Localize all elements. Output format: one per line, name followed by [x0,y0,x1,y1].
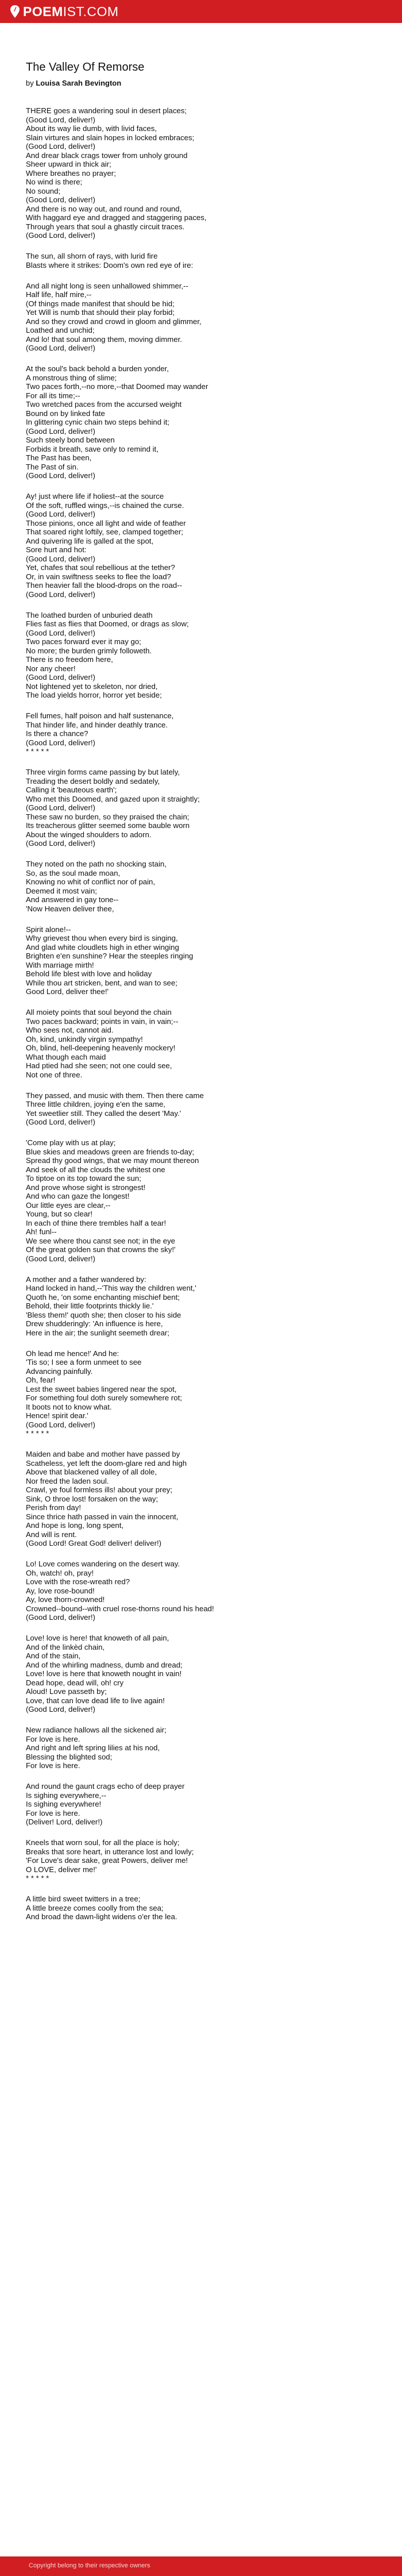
poem-line: Two paces backward; points in vain, in vain;-- [26,1016,179,1026]
poem-line: For love is here. [26,1808,80,1818]
poem-line: Ay, love rose-bound! [26,1586,95,1595]
poem-line: With marriage mirth! [26,960,94,969]
poem-line: (Good Lord, deliver!) [26,554,95,563]
poem-line: No wind is there; [26,178,83,186]
poem-line: And lo! that soul among them, moving dimmer. [26,334,182,344]
poem-line: No more; the burden grimly followeth. [26,646,152,655]
poem-line: (Good Lord, deliver!) [26,1254,95,1263]
poem-line: (Of things made manifest that should be hid; [26,299,175,308]
poem-line: While thou art stricken, bent, and wan to see; [26,978,177,987]
poem-content [26,60,370,1933]
poem-line: No sound; [26,186,61,195]
poem-line: A mother and a father wandered by: [26,1274,146,1284]
poem-line: THERE goes a wandering soul in desert places; [26,106,187,115]
stanza [26,768,370,848]
poem-line: Quoth he, 'on some enchanting mischief bent; [26,1292,180,1302]
poem-line: Had ptied had she seen; not one could see, [26,1061,172,1070]
poem-line: Blessing the blighted sod; [26,1752,113,1761]
poem-line: Above that blackened valley of all dole, [26,1468,157,1476]
poem-line: * * * * * [26,1874,49,1882]
poem-line: Crowned--bound--with cruel rose-thorns round his head! [26,1604,214,1613]
stanza [26,1349,370,1438]
poem-line: (Good Lord, deliver!) [26,803,95,812]
poem-line: These saw no burden, so they praised the chain; [26,812,190,821]
poem-line: 'For Love's dear sake, great Powers, deliver me! [26,1856,188,1865]
poem-line: And hope is long, long spent, [26,1521,124,1530]
author-link[interactable]: Louisa Sarah Bevington [36,79,122,87]
poem-line: Is there a chance? [26,729,88,738]
poem-line: Sore hurt and hot: [26,545,87,554]
poem-line: Not lightened yet to skeleton, nor dried, [26,681,158,691]
poem-line: And of the stain, [26,1651,81,1660]
poem-line: Bound on by linked fate [26,409,105,418]
poem-line: And broad the dawn-light widens o'er the lea. [26,1912,177,1921]
poem-line: That hinder life, and hinder deathly trance. [26,720,168,729]
poem-line: And who can gaze the longest! [26,1192,130,1200]
poem-line: (Good Lord, deliver!) [26,1420,95,1429]
poem-line: Sink, O throe lost! forsaken on the way; [26,1494,159,1503]
poem-line: Of the soft, ruffled wings,--is chained the curse. [26,500,184,510]
stanza [26,1838,370,1883]
poem-line: Spirit alone!-- [26,925,71,934]
poem-line: Nor any cheer! [26,664,76,673]
poem-line: Behold, their little footprints thickly lie.' [26,1302,154,1310]
poem-line: (Good Lord, deliver!) [26,673,95,681]
logo-brand: POEM [23,4,63,19]
poem-line: Brighten e'en sunshine? Hear the steeples ringing [26,952,194,960]
poem-line: About the winged shoulders to adorn. [26,830,152,839]
poem-line: 'Come play with us at play; [26,1138,116,1147]
poem-line: Of the great golden sun that crowns the sky!' [26,1245,176,1254]
poem-line: In glittering cynic chain two steps behind it; [26,418,169,426]
poem-line: Oh, watch! oh, pray! [26,1568,94,1577]
stanza [26,1726,370,1770]
poem-line: Lest the sweet babies lingered near the spot, [26,1384,177,1393]
poem-line: The Past has been, [26,453,92,462]
poem-line: And of the linkèd chain, [26,1642,105,1651]
poem-line: Calling it 'beauteous earth'; [26,785,117,794]
poem-line: (Good Lord, deliver!) [26,590,95,599]
stanza [26,492,370,599]
stanza [26,1895,370,1922]
stanza [26,611,370,700]
poem-line: Forbids it breath, save only to remind it, [26,444,159,453]
poem-line: They passed, and music with them. Then there came [26,1091,204,1100]
stanza [26,1782,370,1827]
poem-line: Slain virtures and slain hopes in locked embraces; [26,133,195,142]
poem-line: Half life, half mire,-- [26,290,92,299]
poem-line: Flies fast as flies that Doomed, or drags as slow; [26,619,189,628]
poem-line: A monstrous thing of slime; [26,373,117,382]
poem-line: The loathed burden of unburied death [26,610,153,619]
poem-line: Three virgin forms came passing by but lately, [26,768,180,776]
poem-line: There is no freedom here, [26,655,113,664]
poem-line: Aloud! Love passeth by; [26,1687,107,1696]
poem-line: (Good Lord, deliver!) [26,471,95,480]
poem-line: The sun, all shorn of rays, with lurid fire [26,252,158,260]
poem-line: (Good Lord, deliver!) [26,142,95,151]
poem-line: Love with the rose-wreath red? [26,1577,130,1586]
stanza [26,711,370,756]
poem-line: Those pinions, once all light and wide of feather [26,518,186,527]
poem-line: In each of thine there trembles half a tear! [26,1218,167,1227]
stanza [26,1450,370,1548]
poem-line: * * * * * [26,1429,49,1438]
stanza [26,106,370,240]
poem-line: Loathed and unchid; [26,326,95,334]
stanza [26,1560,370,1622]
poem-line: Two paces forth,--no more,--that Doomed may wander [26,382,208,391]
poem-line: Knowing no whit of conflict nor of pain, [26,877,156,886]
poem-line: Is sighing everywhere,-- [26,1791,106,1800]
poem-line: What though each maid [26,1052,106,1061]
poem-line: Not one of three. [26,1070,83,1079]
poem-line: Oh, blind, hell-deepening heavenly mockery! [26,1044,176,1052]
poem-line: Through years that soul a ghastly circuit traces. [26,222,185,231]
poem-line: 'Now Heaven deliver thee, [26,904,114,913]
site-header [0,0,402,23]
poem-line: Ah! funl-- [26,1227,57,1236]
poem-line: Breaks that sore heart, in utterance lost and lowly; [26,1847,194,1856]
poem-line: Such steely bond between [26,436,115,444]
poem-line: Hand locked in hand,--'This way the children went,' [26,1284,196,1292]
poem-line: Deemed it most vain; [26,886,97,895]
poem-line: Maiden and babe and mother have passed by [26,1450,180,1458]
poem-line: And drear black crags tower from unholy ground [26,151,188,160]
poem-line: Who met this Doomed, and gazed upon it straightly; [26,794,200,803]
poem-line: Kneels that worn soul, for all the place is holy; [26,1838,180,1847]
poem-line: Perish from day! [26,1503,82,1512]
poem-line: Who sees not, cannot aid. [26,1026,114,1034]
poem-line: At the soul's back behold a burden yonder, [26,364,169,373]
stanza [26,282,370,353]
poem-line: Yet, chafes that soul rebellious at the tether? [26,563,175,572]
poem-line: Hence! spirit dear.' [26,1411,88,1420]
poem-line: Or, in vain swiftness seeks to flee the load? [26,572,171,581]
poem-line: (Deliver! Lord, deliver!) [26,1818,103,1826]
poem-line: (Good Lord, deliver!) [26,1118,95,1126]
poem-line: So, as the soul made moan, [26,868,121,877]
poem-line: Ay! just where life if holiest--at the source [26,492,164,500]
poem-line: Crawl, ye foul formless ills! about your prey; [26,1485,173,1494]
poem-line: Good Lord, deliver thee!' [26,987,109,996]
poem-line: Sheer upward in thick air; [26,160,111,168]
poem-line: Spread thy good wings, that we may mount thereon [26,1156,199,1165]
poem-line: Treading the desert boldly and sedately, [26,776,160,785]
poem-line: A little bird sweet twitters in a tree; [26,1895,141,1903]
poem-line: 'Bless them!' quoth she; then closer to his side [26,1310,181,1319]
poem-line: Yet sweetlier still. They called the desert 'May.' [26,1108,181,1118]
logo-text [23,5,119,18]
poem-line: Since thrice hath passed in vain the innocent, [26,1512,179,1521]
poem-line: They noted on the path no shocking stain, [26,860,167,868]
poem-body [26,106,370,1922]
poem-line: Young, but so clear! [26,1210,93,1218]
poem-line: Is sighing everywhere! [26,1800,102,1808]
poem-line: (Good Lord, deliver!) [26,738,95,747]
poem-line: (Good Lord, deliver!) [26,628,95,637]
poem-line: That soared right loftily, see, clamped together; [26,527,183,536]
poem-line: All moiety points that soul beyond the chain [26,1008,172,1016]
poem-line: Love, that can love dead life to live again! [26,1696,165,1705]
poem-line: We see where thou canst see not; in the eye [26,1236,176,1245]
poem-line: It boots not to know what. [26,1402,112,1411]
poem-line: Blue skies and meadows green are friends to-day; [26,1147,195,1156]
stanza [26,1275,370,1338]
poem-line: About its way lie dumb, with livid faces, [26,124,157,133]
poem-line: And quivering life is galled at the spot, [26,536,154,545]
poem-line: Fell fumes, half poison and half sustenance, [26,711,174,720]
stanza [26,252,370,269]
poem-line: Nor freed the laden soul. [26,1476,109,1485]
poem-line: And of the whirling madness, dumb and dread; [26,1660,183,1669]
poem-byline [26,79,370,88]
poem-line: Our little eyes are clear,-- [26,1200,111,1210]
poem-line: And so they crowd and crowd in gloom and glimmer, [26,317,202,326]
stanza [26,860,370,913]
poem-line: (Good Lord! Great God! deliver! deliver!) [26,1539,162,1547]
poem-line: Here in the air; the sunlight seemeth drear; [26,1328,169,1337]
poem-line: 'Tis so; I see a form unmeet to see [26,1358,142,1366]
poem-line: Dead hope, dead will, oh! cry [26,1678,124,1687]
poem-line: * * * * * [26,747,49,756]
poem-line: And round the gaunt crags echo of deep prayer [26,1782,185,1791]
poem-line: And seek of all the clouds the whitest one [26,1165,165,1174]
poem-line: Then heavier fall the blood-drops on the road-- [26,581,182,590]
logo-suffix: IST.COM [63,4,119,19]
poem-line: (Good Lord, deliver!) [26,1705,95,1714]
poem-line: Two wretched paces from the accursed weight [26,400,182,409]
poem-line: Ay, love thorn-crowned! [26,1595,105,1604]
site-footer [0,2556,402,2576]
poem-line: And answered in gay tone-- [26,895,119,904]
copyright-notice: Copyright belong to their respective owners [29,2562,150,2569]
poem-line: The load yields horror, horror yet beside; [26,691,162,699]
poem-line: (Good Lord, deliver!) [26,195,95,204]
byline-prefix: by [26,79,34,87]
stanza [26,1008,370,1079]
poem-line: And all night long is seen unhallowed shimmer,-- [26,281,188,290]
poem-line: (Good Lord, deliver!) [26,426,95,436]
poem-line: (Good Lord, deliver!) [26,231,95,240]
stanza [26,1091,370,1127]
poem-line: For something foul doth surely somewhere rot; [26,1393,182,1402]
poem-line: Drew shudderingly: 'An influence is here, [26,1319,163,1328]
poem-line: Yet Will is numb that should their play forbid; [26,308,175,317]
poem-title: The Valley Of Remorse [26,61,145,74]
poem-line: Love! love is here that knoweth nought in vain! [26,1669,182,1678]
poem-line: (Good Lord, deliver!) [26,839,95,848]
stanza [26,925,370,996]
poem-line: Two paces forward ever it may go; [26,637,141,646]
poem-line: Blasts where it strikes: Doom's own red eye of ire: [26,260,194,269]
poem-line: O LOVE, deliver me!' [26,1865,97,1874]
poem-line: The Past of sin. [26,462,79,471]
poem-line: Scatheless, yet left the doom-glare red and high [26,1458,187,1468]
poem-line: And prove whose sight is strongest! [26,1183,146,1192]
poem-line: Advancing painfully. [26,1366,93,1376]
poem-line: Behold life blest with love and holiday [26,969,152,978]
poem-line: With haggard eye and dragged and staggering paces, [26,213,207,222]
poem-line: For love is here. [26,1734,80,1743]
stanza [26,1634,370,1714]
poem-line: New radiance hallows all the sickened air; [26,1726,167,1734]
poem-line: Where breathes no prayer; [26,168,116,178]
poem-line: Lo! Love comes wandering on the desert way. [26,1560,180,1568]
stanza [26,364,370,480]
poem-line: Oh lead me hence!' And he: [26,1349,119,1358]
poem-line: Three little children, joying e'en the same, [26,1100,165,1108]
poem-line: A little breeze comes coolly from the sea; [26,1903,164,1912]
poem-line: Its treacherous glitter seemed some bauble worn [26,821,190,830]
poem-line: Oh, fear! [26,1376,56,1384]
poem-line: And will is rent. [26,1530,77,1539]
poem-line: To tiptoe on its top toward the sun; [26,1174,141,1183]
site-logo[interactable] [10,5,119,18]
poem-line: And glad white cloudlets high in ether winging [26,942,179,952]
poem-line: (Good Lord, deliver!) [26,344,95,352]
poem-line: (Good Lord, deliver!) [26,115,95,124]
quill-pin-icon [10,5,20,18]
stanza [26,1138,370,1263]
poem-line: And right and left spring lilies at his nod, [26,1743,160,1752]
poem-line: (Good Lord, deliver!) [26,1613,95,1622]
poem-line: Oh, kind, unkindly virgin sympathy! [26,1034,143,1044]
poem-line: Why grievest thou when every bird is singing, [26,934,178,942]
poem-line: And there is no way out, and round and round, [26,204,182,213]
poem-line: Love! love is here! that knoweth of all pain, [26,1634,169,1642]
poem-line: For love is here. [26,1761,80,1770]
poem-line: (Good Lord, deliver!) [26,510,95,518]
poem-line: For all its time;-- [26,391,80,400]
